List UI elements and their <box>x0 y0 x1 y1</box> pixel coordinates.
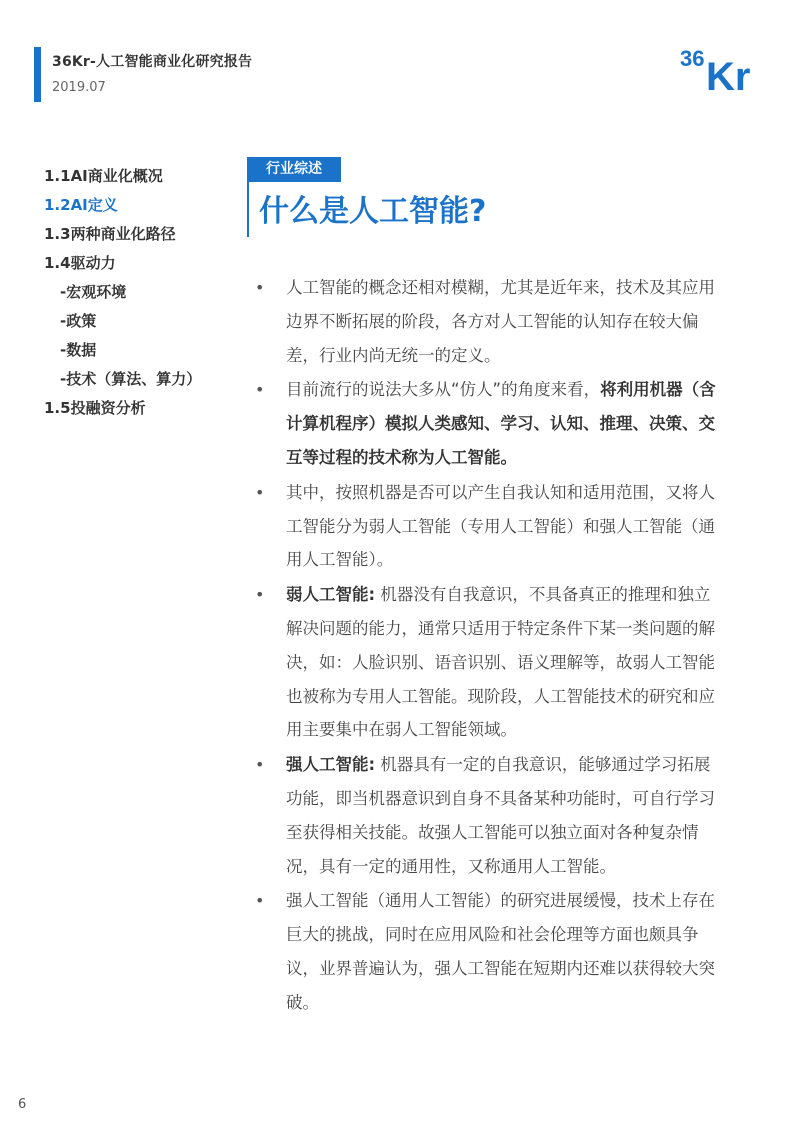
bullet-dot-icon: • <box>255 278 265 297</box>
toc-item[interactable]: -宏观环境 <box>60 283 127 301</box>
report-date: 2019.07 <box>52 80 106 95</box>
list-item <box>252 373 722 474</box>
bullet-dot-icon: • <box>255 891 265 911</box>
bullet-text <box>286 271 720 372</box>
toc-item[interactable]: 1.4驱动力 <box>44 254 116 272</box>
toc-item[interactable]: -政策 <box>60 312 97 330</box>
list-item <box>252 271 722 372</box>
toc-item[interactable]: -技术（算法、算力） <box>60 370 202 388</box>
toc-item[interactable]: 1.1AI商业化概况 <box>44 167 163 185</box>
page-number: 6 <box>18 1097 27 1112</box>
bullet-text <box>286 578 720 747</box>
list-item <box>252 578 722 747</box>
bullet-bold-lead: 强人工智能: <box>286 755 376 775</box>
toc-item[interactable]: 1.5投融资分析 <box>44 399 146 417</box>
bullet-dot-icon: • <box>255 755 265 775</box>
bullet-text <box>286 476 720 577</box>
bullet-body: 机器具有一定的自我意识，能够通过学习拓展功能，即当机器意识到自身不具备某种功能时，可自行学习至获得相关技能。故强人工智能可以独立面对各种复杂情况，具有一定的通用性，又称通用人工智能。 <box>286 755 715 876</box>
bullet-list <box>252 271 722 1021</box>
toc-item[interactable]: 1.3两种商业化路径 <box>44 225 176 243</box>
bullet-body: 其中，按照机器是否可以产生自我认知和适用范围，又将人工智能分为弱人工智能（专用人工智能）和强人工智能（通用人工智能）。 <box>286 482 715 570</box>
logo-kr-text: Kr <box>706 55 751 96</box>
bullet-body: 人工智能的概念还相对模糊，尤其是近年来，技术及其应用边界不断拓展的阶段，各方对人工智能的认知存在较大偏差，行业内尚无统一的定义。 <box>286 278 715 365</box>
bullet-body: 强人工智能（通用人工智能）的研究进展缓慢，技术上存在巨大的挑战，同时在应用风险和社会伦理等方面也颇具争议，业界普遍认为，强人工智能在短期内还难以获得较大突破。 <box>286 891 715 1012</box>
bullet-text <box>286 748 720 883</box>
bullet-dot-icon: • <box>255 380 265 400</box>
bullet-body: 目前流行的说法大多从“仿人”的角度来看， <box>286 380 601 400</box>
list-item <box>252 748 722 883</box>
bullet-text <box>286 373 720 474</box>
toc-item[interactable]: 1.2AI定义 <box>44 196 118 214</box>
table-of-contents <box>44 162 244 423</box>
toc-item[interactable]: -数据 <box>60 341 97 359</box>
page-heading: 什么是人工智能? <box>259 194 487 229</box>
bullet-body: 机器没有自我意识，不具备真正的推理和独立解决问题的能力，通常只适用于特定条件下某一类问题的解决，如：人脸识别、语音识别、语义理解等，故弱人工智能也被称为专用人工智能。现阶段，人工智能技术的研究和应用主要集中在弱人工智能领域。 <box>286 585 715 740</box>
bullet-dot-icon: • <box>255 482 265 502</box>
header-accent-bar <box>34 47 41 102</box>
section-tag: 行业综述 <box>247 157 341 182</box>
bullet-bold-tail: 将利用机器（含计算机程序）模拟人类感知、学习、认知、推理、决策、交互等过程的技术称为人工智能。 <box>286 380 716 467</box>
logo-36-text: 36 <box>680 46 705 71</box>
list-item <box>252 476 722 577</box>
bullet-dot-icon: • <box>255 585 265 605</box>
list-item <box>252 884 722 1019</box>
bullet-bold-lead: 弱人工智能: <box>286 585 376 605</box>
bullet-text <box>286 884 720 1019</box>
report-title: 36Kr-人工智能商业化研究报告 <box>52 54 253 70</box>
36kr-logo <box>678 38 764 96</box>
